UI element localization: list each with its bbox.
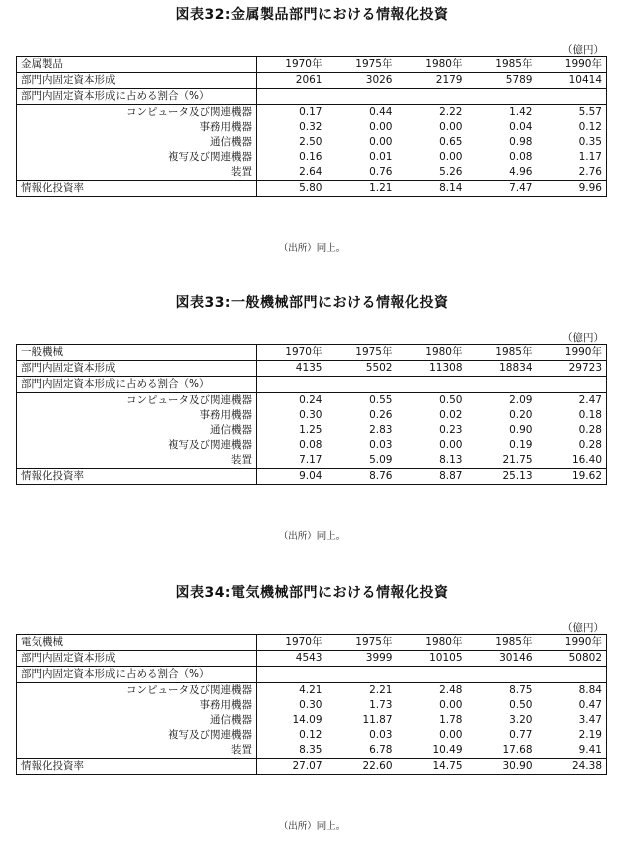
row-value: 3.47 — [537, 713, 607, 728]
row-value: 8.13 — [397, 453, 467, 469]
row-value: 0.00 — [439, 729, 463, 741]
empty-cell — [257, 89, 327, 105]
table-title: 図表32:金属製品部門における情報化投資 — [175, 7, 449, 23]
rate-value: 7.47 — [467, 181, 537, 197]
row-value: 0.77 — [509, 729, 533, 741]
formation-row — [17, 651, 607, 667]
row-value: 0.44 — [369, 106, 393, 118]
empty-cell — [537, 89, 607, 105]
table-row — [17, 713, 607, 728]
formation-value: 2061 — [257, 73, 327, 89]
year-header: 1980年 — [397, 345, 467, 361]
table-row — [17, 165, 607, 181]
row-value: 0.20 — [509, 409, 533, 421]
share-heading-row — [17, 89, 607, 105]
row-value: 0.23 — [439, 424, 463, 436]
formation-value: 2179 — [397, 73, 467, 89]
table-title: 図表33:一般機械部門における情報化投資 — [175, 295, 449, 311]
table-row — [17, 438, 607, 453]
row-value: 8.75 — [509, 684, 533, 696]
formation-value: 11308 — [397, 361, 467, 377]
row-value: 0.65 — [439, 136, 463, 148]
rate-value: 19.62 — [537, 469, 607, 485]
year-header: 1985年 — [467, 57, 537, 73]
table-title: 図表34:電気機械部門における情報化投資 — [175, 585, 449, 601]
formation-value: 30146 — [467, 651, 537, 667]
row-value: 1.17 — [537, 150, 607, 165]
table-section — [0, 4, 624, 264]
data-table — [16, 634, 607, 775]
row-value: 0.04 — [509, 121, 533, 133]
row-value: 2.48 — [439, 684, 463, 696]
formation-row — [17, 361, 607, 377]
row-value: 0.00 — [439, 699, 463, 711]
row-value: 0.26 — [369, 409, 393, 421]
row-value: 0.00 — [369, 121, 393, 133]
year-header: 1970年 — [257, 57, 327, 73]
header-row — [17, 345, 607, 361]
share-label: 部門内固定資本形成に占める割合（%） — [17, 667, 257, 683]
row-value: 0.00 — [439, 121, 463, 133]
formation-value: 4135 — [257, 361, 327, 377]
row-value: 4.21 — [299, 684, 323, 696]
empty-cell — [537, 377, 607, 393]
formation-value: 3026 — [327, 73, 397, 89]
empty-cell — [467, 89, 537, 105]
row-value: 5.26 — [397, 165, 467, 181]
rate-value: 27.07 — [257, 759, 327, 775]
row-value: 0.08 — [299, 439, 323, 451]
row-value: 0.03 — [369, 729, 393, 741]
row-value: 0.76 — [327, 165, 397, 181]
sector-label: 金属製品 — [17, 57, 257, 73]
row-value: 0.35 — [537, 135, 607, 150]
table-row — [17, 423, 607, 438]
rate-value: 24.38 — [537, 759, 607, 775]
row-label: 複写及び関連機器 — [17, 728, 257, 743]
row-value: 0.12 — [537, 120, 607, 135]
formation-value: 10414 — [537, 73, 607, 89]
formation-value: 10105 — [397, 651, 467, 667]
row-label: 通信機器 — [17, 135, 257, 150]
table-row — [17, 150, 607, 165]
table-row — [17, 683, 607, 699]
formation-row — [17, 73, 607, 89]
row-value: 0.50 — [509, 699, 533, 711]
row-value: 0.17 — [299, 106, 323, 118]
empty-cell — [397, 89, 467, 105]
row-value: 0.12 — [299, 729, 323, 741]
share-heading-row — [17, 377, 607, 393]
formation-value: 29723 — [537, 361, 607, 377]
row-value: 2.83 — [369, 424, 393, 436]
row-label: コンピュータ及び関連機器 — [17, 105, 257, 121]
row-value: 5.09 — [327, 453, 397, 469]
source-note: （出所）同上。 — [278, 531, 346, 542]
rate-value: 30.90 — [467, 759, 537, 775]
row-value: 0.50 — [439, 394, 463, 406]
row-value: 1.78 — [439, 714, 463, 726]
year-header: 1980年 — [397, 635, 467, 651]
year-header: 1985年 — [467, 635, 537, 651]
row-label: 事務用機器 — [17, 698, 257, 713]
row-label: 複写及び関連機器 — [17, 438, 257, 453]
data-table — [16, 56, 607, 197]
rate-row — [17, 759, 607, 775]
row-value: 0.08 — [509, 151, 533, 163]
empty-cell — [257, 667, 327, 683]
row-label: 装置 — [17, 453, 257, 469]
row-value: 0.00 — [439, 439, 463, 451]
row-value: 5.57 — [537, 105, 607, 121]
row-label: 通信機器 — [17, 713, 257, 728]
row-value: 21.75 — [467, 453, 537, 469]
row-value: 0.00 — [439, 151, 463, 163]
row-value: 0.16 — [299, 151, 323, 163]
share-label: 部門内固定資本形成に占める割合（%） — [17, 89, 257, 105]
rate-value: 1.21 — [327, 181, 397, 197]
row-value: 8.35 — [257, 743, 327, 759]
formation-value: 3999 — [327, 651, 397, 667]
share-heading-row — [17, 667, 607, 683]
year-header: 1970年 — [257, 345, 327, 361]
row-value: 2.09 — [509, 394, 533, 406]
rate-row — [17, 469, 607, 485]
row-value: 2.21 — [369, 684, 393, 696]
row-value: 2.22 — [439, 106, 463, 118]
year-header: 1975年 — [327, 635, 397, 651]
table-section — [0, 582, 624, 842]
empty-cell — [327, 667, 397, 683]
table-row — [17, 728, 607, 743]
row-value: 10.49 — [397, 743, 467, 759]
year-header: 1980年 — [397, 57, 467, 73]
row-label: 装置 — [17, 743, 257, 759]
row-value: 2.50 — [299, 136, 323, 148]
row-value: 0.19 — [509, 439, 533, 451]
rate-value: 25.13 — [467, 469, 537, 485]
row-value: 16.40 — [537, 453, 607, 469]
empty-cell — [537, 667, 607, 683]
share-label: 部門内固定資本形成に占める割合（%） — [17, 377, 257, 393]
formation-value: 5789 — [467, 73, 537, 89]
rate-label: 情報化投資率 — [17, 759, 257, 775]
table-row — [17, 698, 607, 713]
formation-label: 部門内固定資本形成 — [17, 73, 257, 89]
row-value: 0.30 — [299, 409, 323, 421]
rate-value: 9.96 — [537, 181, 607, 197]
row-value: 6.78 — [327, 743, 397, 759]
row-value: 0.28 — [537, 423, 607, 438]
rate-row — [17, 181, 607, 197]
row-value: 2.76 — [537, 165, 607, 181]
row-value: 0.32 — [299, 121, 323, 133]
row-value: 0.02 — [439, 409, 463, 421]
formation-value: 4543 — [257, 651, 327, 667]
table-row — [17, 408, 607, 423]
year-header: 1990年 — [537, 345, 607, 361]
unit-label: （億円） — [562, 44, 604, 56]
year-header: 1970年 — [257, 635, 327, 651]
row-value: 0.18 — [537, 408, 607, 423]
empty-cell — [257, 377, 327, 393]
row-value: 2.19 — [537, 728, 607, 743]
row-label: 装置 — [17, 165, 257, 181]
empty-cell — [327, 377, 397, 393]
sector-label: 電気機械 — [17, 635, 257, 651]
rate-label: 情報化投資率 — [17, 181, 257, 197]
row-label: 事務用機器 — [17, 120, 257, 135]
row-label: コンピュータ及び関連機器 — [17, 683, 257, 699]
table-row — [17, 743, 607, 759]
source-note: （出所）同上。 — [278, 243, 346, 254]
row-value: 0.28 — [537, 438, 607, 453]
formation-value: 50802 — [537, 651, 607, 667]
rate-value: 5.80 — [257, 181, 327, 197]
year-header: 1990年 — [537, 635, 607, 651]
rate-value: 9.04 — [257, 469, 327, 485]
row-value: 2.47 — [537, 393, 607, 409]
row-value: 9.41 — [537, 743, 607, 759]
unit-label: （億円） — [562, 622, 604, 634]
formation-value: 18834 — [467, 361, 537, 377]
rate-value: 22.60 — [327, 759, 397, 775]
source-note: （出所）同上。 — [278, 821, 346, 832]
empty-cell — [327, 89, 397, 105]
row-label: 事務用機器 — [17, 408, 257, 423]
row-value: 0.47 — [537, 698, 607, 713]
row-value: 0.55 — [369, 394, 393, 406]
table-row — [17, 120, 607, 135]
row-value: 1.73 — [369, 699, 393, 711]
row-value: 0.03 — [369, 439, 393, 451]
row-value: 17.68 — [467, 743, 537, 759]
row-value: 4.96 — [467, 165, 537, 181]
rate-value: 14.75 — [397, 759, 467, 775]
year-header: 1975年 — [327, 345, 397, 361]
table-row — [17, 453, 607, 469]
row-value: 0.01 — [369, 151, 393, 163]
year-header: 1975年 — [327, 57, 397, 73]
sector-label: 一般機械 — [17, 345, 257, 361]
empty-cell — [467, 667, 537, 683]
row-value: 8.84 — [537, 683, 607, 699]
row-label: 複写及び関連機器 — [17, 150, 257, 165]
header-row — [17, 635, 607, 651]
rate-value: 8.14 — [397, 181, 467, 197]
row-value: 0.90 — [509, 424, 533, 436]
empty-cell — [467, 377, 537, 393]
data-table — [16, 344, 607, 485]
year-header: 1985年 — [467, 345, 537, 361]
empty-cell — [397, 377, 467, 393]
year-header: 1990年 — [537, 57, 607, 73]
row-value: 1.42 — [509, 106, 533, 118]
row-value: 0.98 — [509, 136, 533, 148]
row-value: 2.64 — [257, 165, 327, 181]
row-value: 11.87 — [362, 714, 393, 726]
table-row — [17, 105, 607, 121]
row-label: 通信機器 — [17, 423, 257, 438]
rate-label: 情報化投資率 — [17, 469, 257, 485]
table-row — [17, 393, 607, 409]
row-value: 3.20 — [509, 714, 533, 726]
rate-value: 8.87 — [397, 469, 467, 485]
table-row — [17, 135, 607, 150]
formation-label: 部門内固定資本形成 — [17, 361, 257, 377]
row-value: 0.24 — [299, 394, 323, 406]
row-value: 0.30 — [299, 699, 323, 711]
table-section — [0, 292, 624, 552]
row-value: 14.09 — [292, 714, 323, 726]
row-label: コンピュータ及び関連機器 — [17, 393, 257, 409]
row-value: 7.17 — [257, 453, 327, 469]
row-value: 0.00 — [369, 136, 393, 148]
rate-value: 8.76 — [327, 469, 397, 485]
formation-value: 5502 — [327, 361, 397, 377]
header-row — [17, 57, 607, 73]
formation-label: 部門内固定資本形成 — [17, 651, 257, 667]
unit-label: （億円） — [562, 332, 604, 344]
row-value: 1.25 — [299, 424, 323, 436]
empty-cell — [397, 667, 467, 683]
